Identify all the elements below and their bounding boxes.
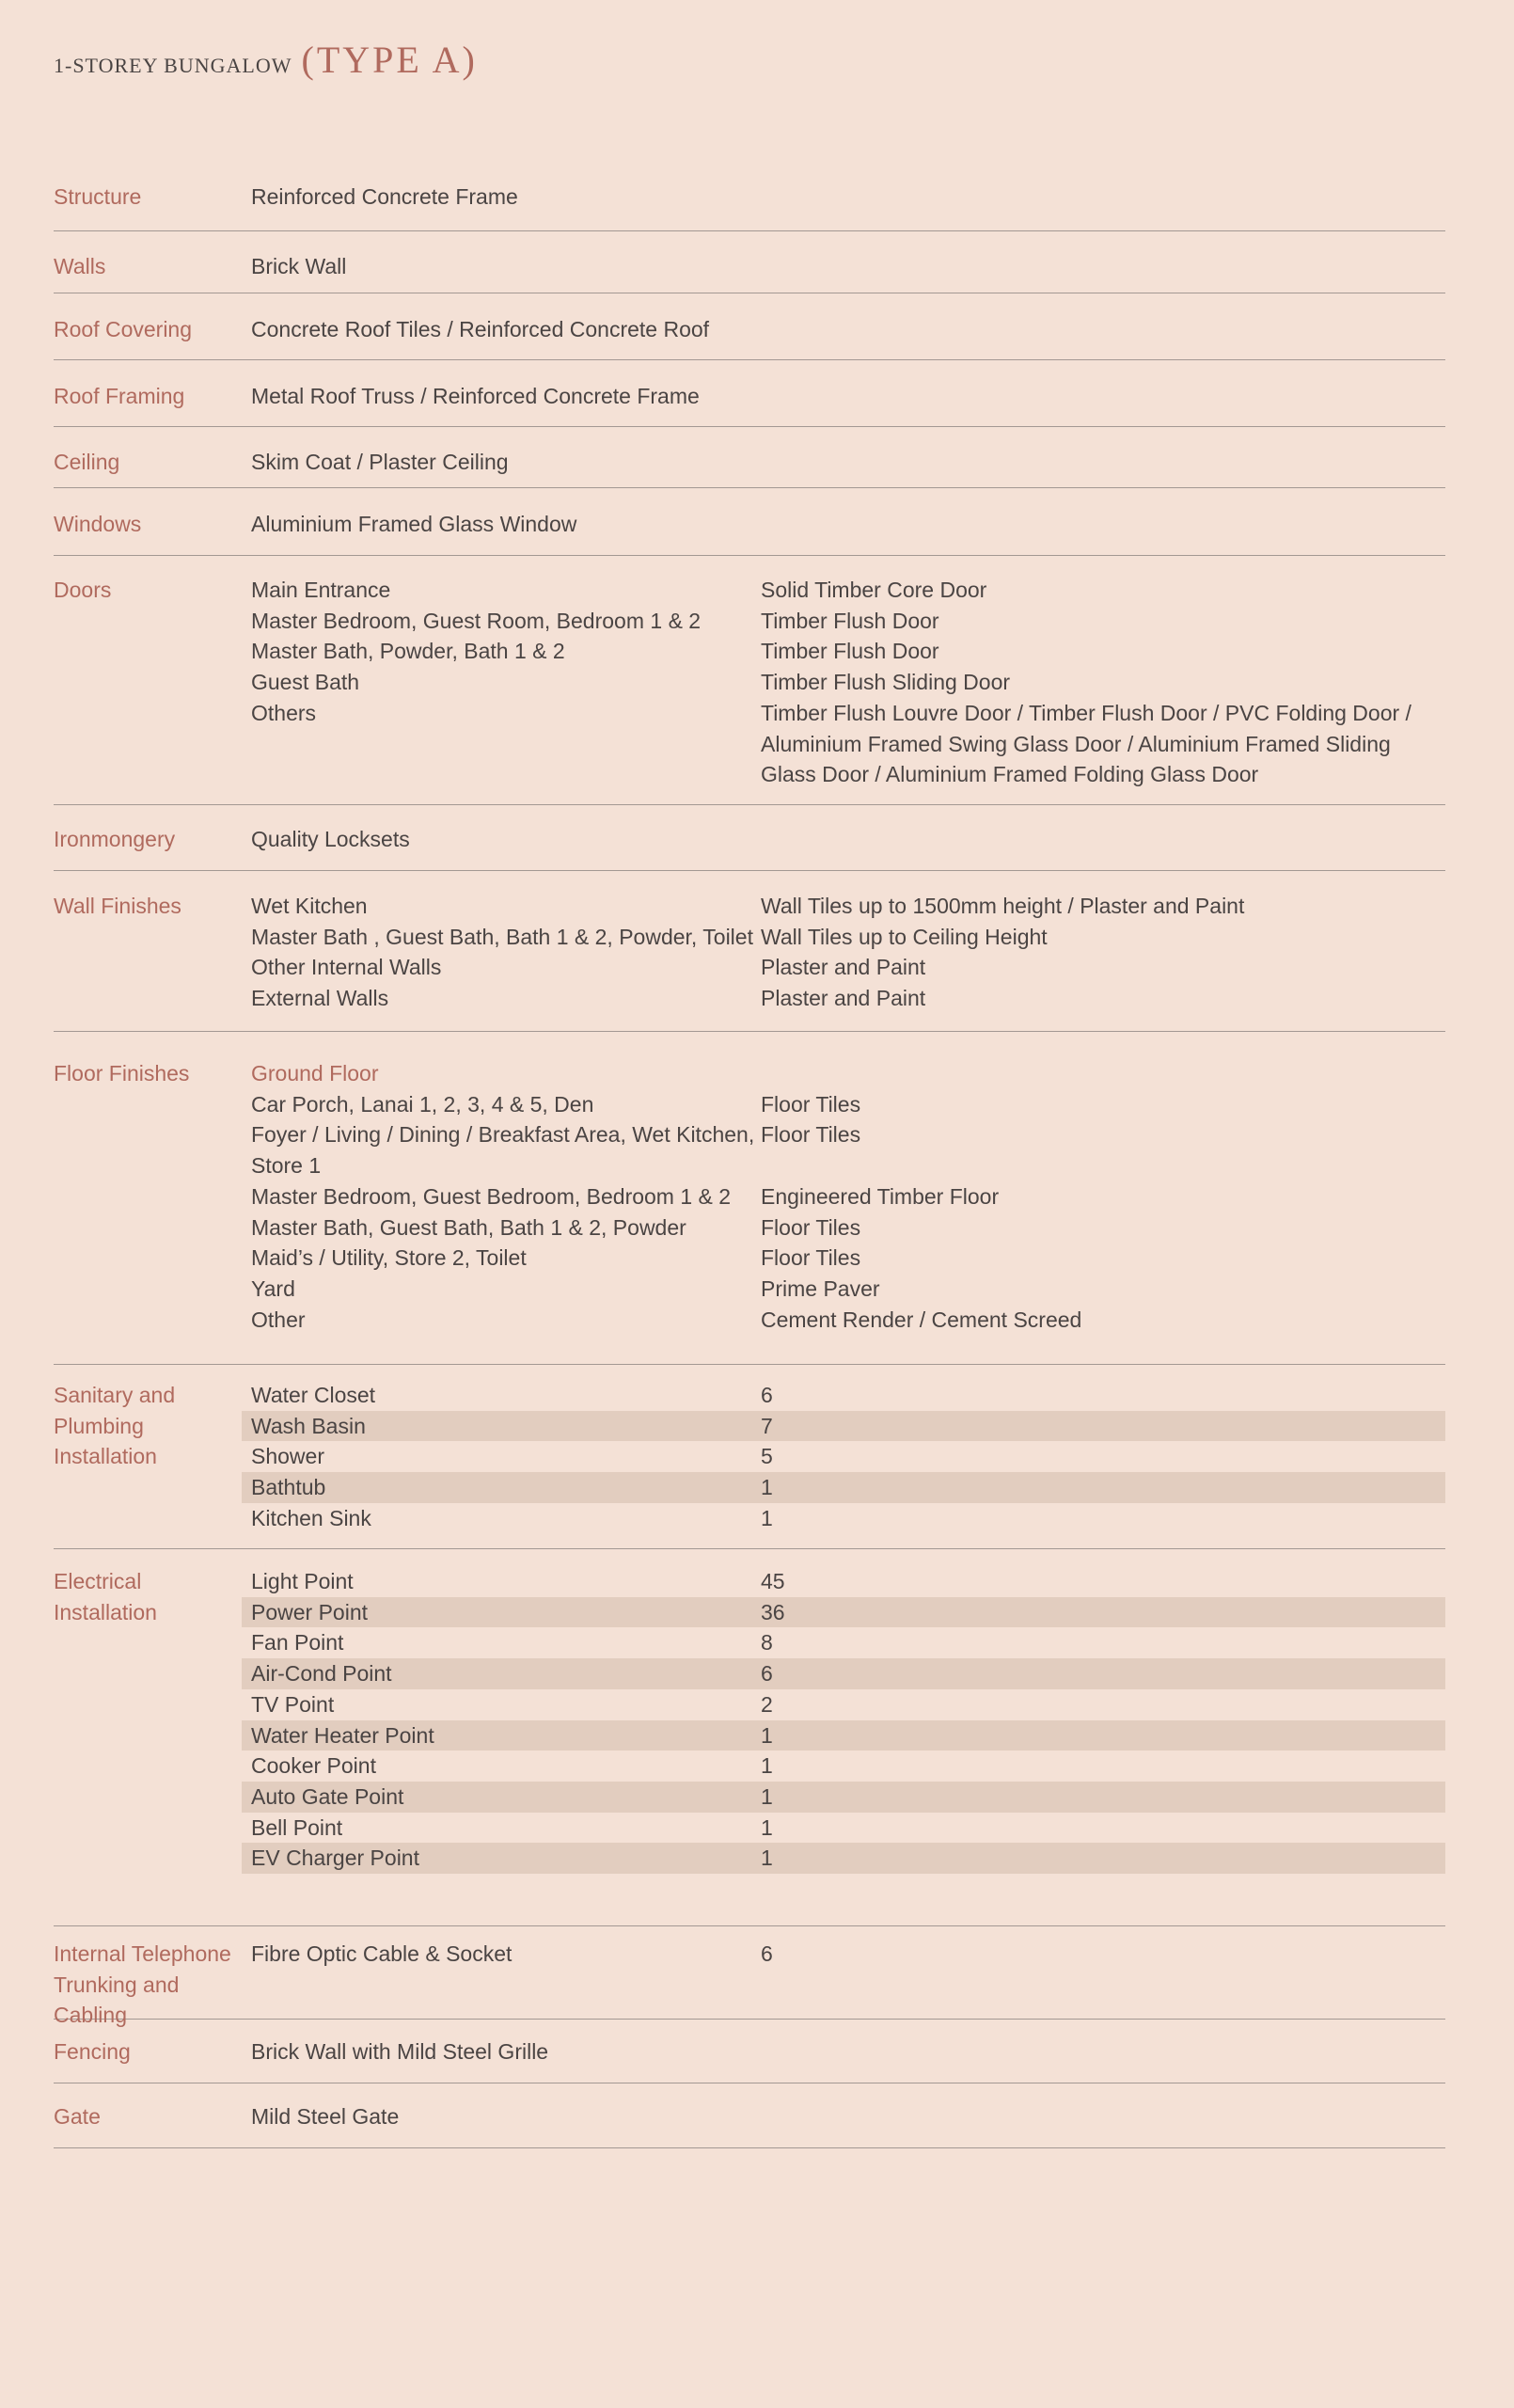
row-value: Mild Steel Gate (251, 2104, 400, 2129)
row-label: Roof Framing (54, 384, 185, 408)
row-label: Wall Finishes (54, 894, 181, 918)
row-ironmongery (54, 805, 1445, 871)
page-title (54, 38, 478, 82)
row-label: Structure (54, 184, 142, 209)
list-item: Master Bath, Guest Bath, Bath 1 & 2, Powder Floor Tiles (251, 1214, 861, 1240)
list-item: Yard Prime Paver (251, 1275, 880, 1301)
list-item: Car Porch, Lanai 1, 2, 3, 4 & 5, Den Floor Tiles (251, 1091, 861, 1117)
list-item: External Walls Plaster and Paint (251, 986, 926, 1011)
list-item: Fan Point 8 (251, 1630, 773, 1656)
row-internal-telephone (54, 1926, 1445, 2028)
row-walls (54, 231, 1445, 293)
list-item: Maid’s / Utility, Store 2, Toilet Floor Tiles (251, 1245, 861, 1271)
list-item: Water Closet 6 (251, 1383, 773, 1407)
row-sanitary-plumbing (54, 1365, 1445, 1549)
list-item: Kitchen Sink 1 (251, 1505, 773, 1530)
row-ceiling (54, 427, 1445, 488)
title-prefix: 1-STOREY BUNGALOW (54, 54, 292, 77)
list-item: Master Bedroom, Guest Bedroom, Bedroom 1 & 2 Engineered Timber Floor (251, 1183, 1000, 1209)
list-item: Fibre Optic Cable & Socket 6 (251, 1941, 773, 1966)
list-item: Master Bath , Guest Bath, Bath 1 & 2, Powder, Toilet Wall Tiles up to Ceiling Height (251, 924, 1048, 949)
list-item: Wet Kitchen Wall Tiles up to 1500mm height / Plaster and Paint (251, 894, 1245, 918)
list-item: Power Point 36 (242, 1597, 1445, 1628)
row-label: Walls (54, 254, 106, 278)
list-item: Bell Point 1 (251, 1814, 773, 1840)
row-electrical (54, 1549, 1445, 1926)
row-value: Aluminium Framed Glass Window (251, 512, 577, 536)
row-label: Fencing (54, 2039, 131, 2064)
row-wall-finishes (54, 871, 1445, 1032)
list-item: Shower 5 (251, 1444, 773, 1469)
list-item: Foyer / Living / Dining / Breakfast Area, Wet Kitchen, Store 1 Floor Tiles (251, 1122, 861, 1179)
row-windows (54, 488, 1445, 556)
list-item: TV Point 2 (251, 1691, 773, 1717)
row-label: Ceiling (54, 450, 120, 474)
row-structure (54, 165, 1445, 231)
list-item: Master Bedroom, Guest Room, Bedroom 1 & 2 Timber Flush Door (251, 608, 939, 633)
list-item: Other Cement Render / Cement Screed (251, 1307, 1082, 1332)
row-label: Internal Telephone Trunking and Cabling (54, 1941, 231, 2028)
list-item: Wash Basin 7 (242, 1411, 1445, 1442)
row-gate (54, 2083, 1445, 2148)
row-label: Roof Covering (54, 317, 193, 341)
title-type: (TYPE A) (301, 39, 478, 81)
list-item: Others Timber Flush Louvre Door / Timber Flush Door / PVC Folding Door / Aluminium Framed Swing Glass Door / Aluminium Framed Sliding Glass Door / Aluminium Framed Folding Glass Door (251, 700, 1411, 787)
row-value: Reinforced Concrete Frame (251, 184, 518, 209)
row-roof-covering (54, 293, 1445, 360)
list-item: Guest Bath Timber Flush Sliding Door (251, 670, 1011, 695)
row-label: Sanitary and Plumbing Installation (54, 1383, 176, 1469)
floor-level-subhead: Ground Floor (251, 1061, 379, 1085)
list-item: Water Heater Point 1 (242, 1720, 1445, 1751)
row-label: Floor Finishes (54, 1061, 190, 1085)
row-fencing (54, 2020, 1445, 2083)
row-value: Metal Roof Truss / Reinforced Concrete Frame (251, 384, 700, 408)
list-item: Master Bath, Powder, Bath 1 & 2 Timber Flush Door (251, 639, 939, 664)
row-value: Brick Wall (251, 254, 347, 278)
list-item: Cooker Point 1 (251, 1753, 773, 1779)
list-item: Other Internal Walls Plaster and Paint (251, 955, 926, 980)
row-label: Doors (54, 578, 112, 602)
list-item: EV Charger Point 1 (242, 1843, 1445, 1874)
row-floor-finishes (54, 1032, 1445, 1365)
row-value: Quality Locksets (251, 827, 410, 851)
specification-table (54, 165, 1445, 2148)
list-item: Air-Cond Point 6 (242, 1658, 1445, 1689)
list-item: Main Entrance Solid Timber Core Door (251, 578, 987, 602)
list-item: Auto Gate Point 1 (242, 1782, 1445, 1813)
row-value: Concrete Roof Tiles / Reinforced Concrete Roof (251, 317, 710, 341)
row-label: Electrical Installation (54, 1569, 157, 1624)
list-item: Light Point 45 (251, 1569, 785, 1593)
row-label: Gate (54, 2104, 101, 2129)
row-value: Brick Wall with Mild Steel Grille (251, 2039, 549, 2064)
row-label: Windows (54, 512, 142, 536)
row-roof-framing (54, 360, 1445, 427)
row-doors (54, 556, 1445, 805)
row-label: Ironmongery (54, 827, 176, 851)
list-item: Bathtub 1 (242, 1472, 1445, 1503)
row-value: Skim Coat / Plaster Ceiling (251, 450, 509, 474)
